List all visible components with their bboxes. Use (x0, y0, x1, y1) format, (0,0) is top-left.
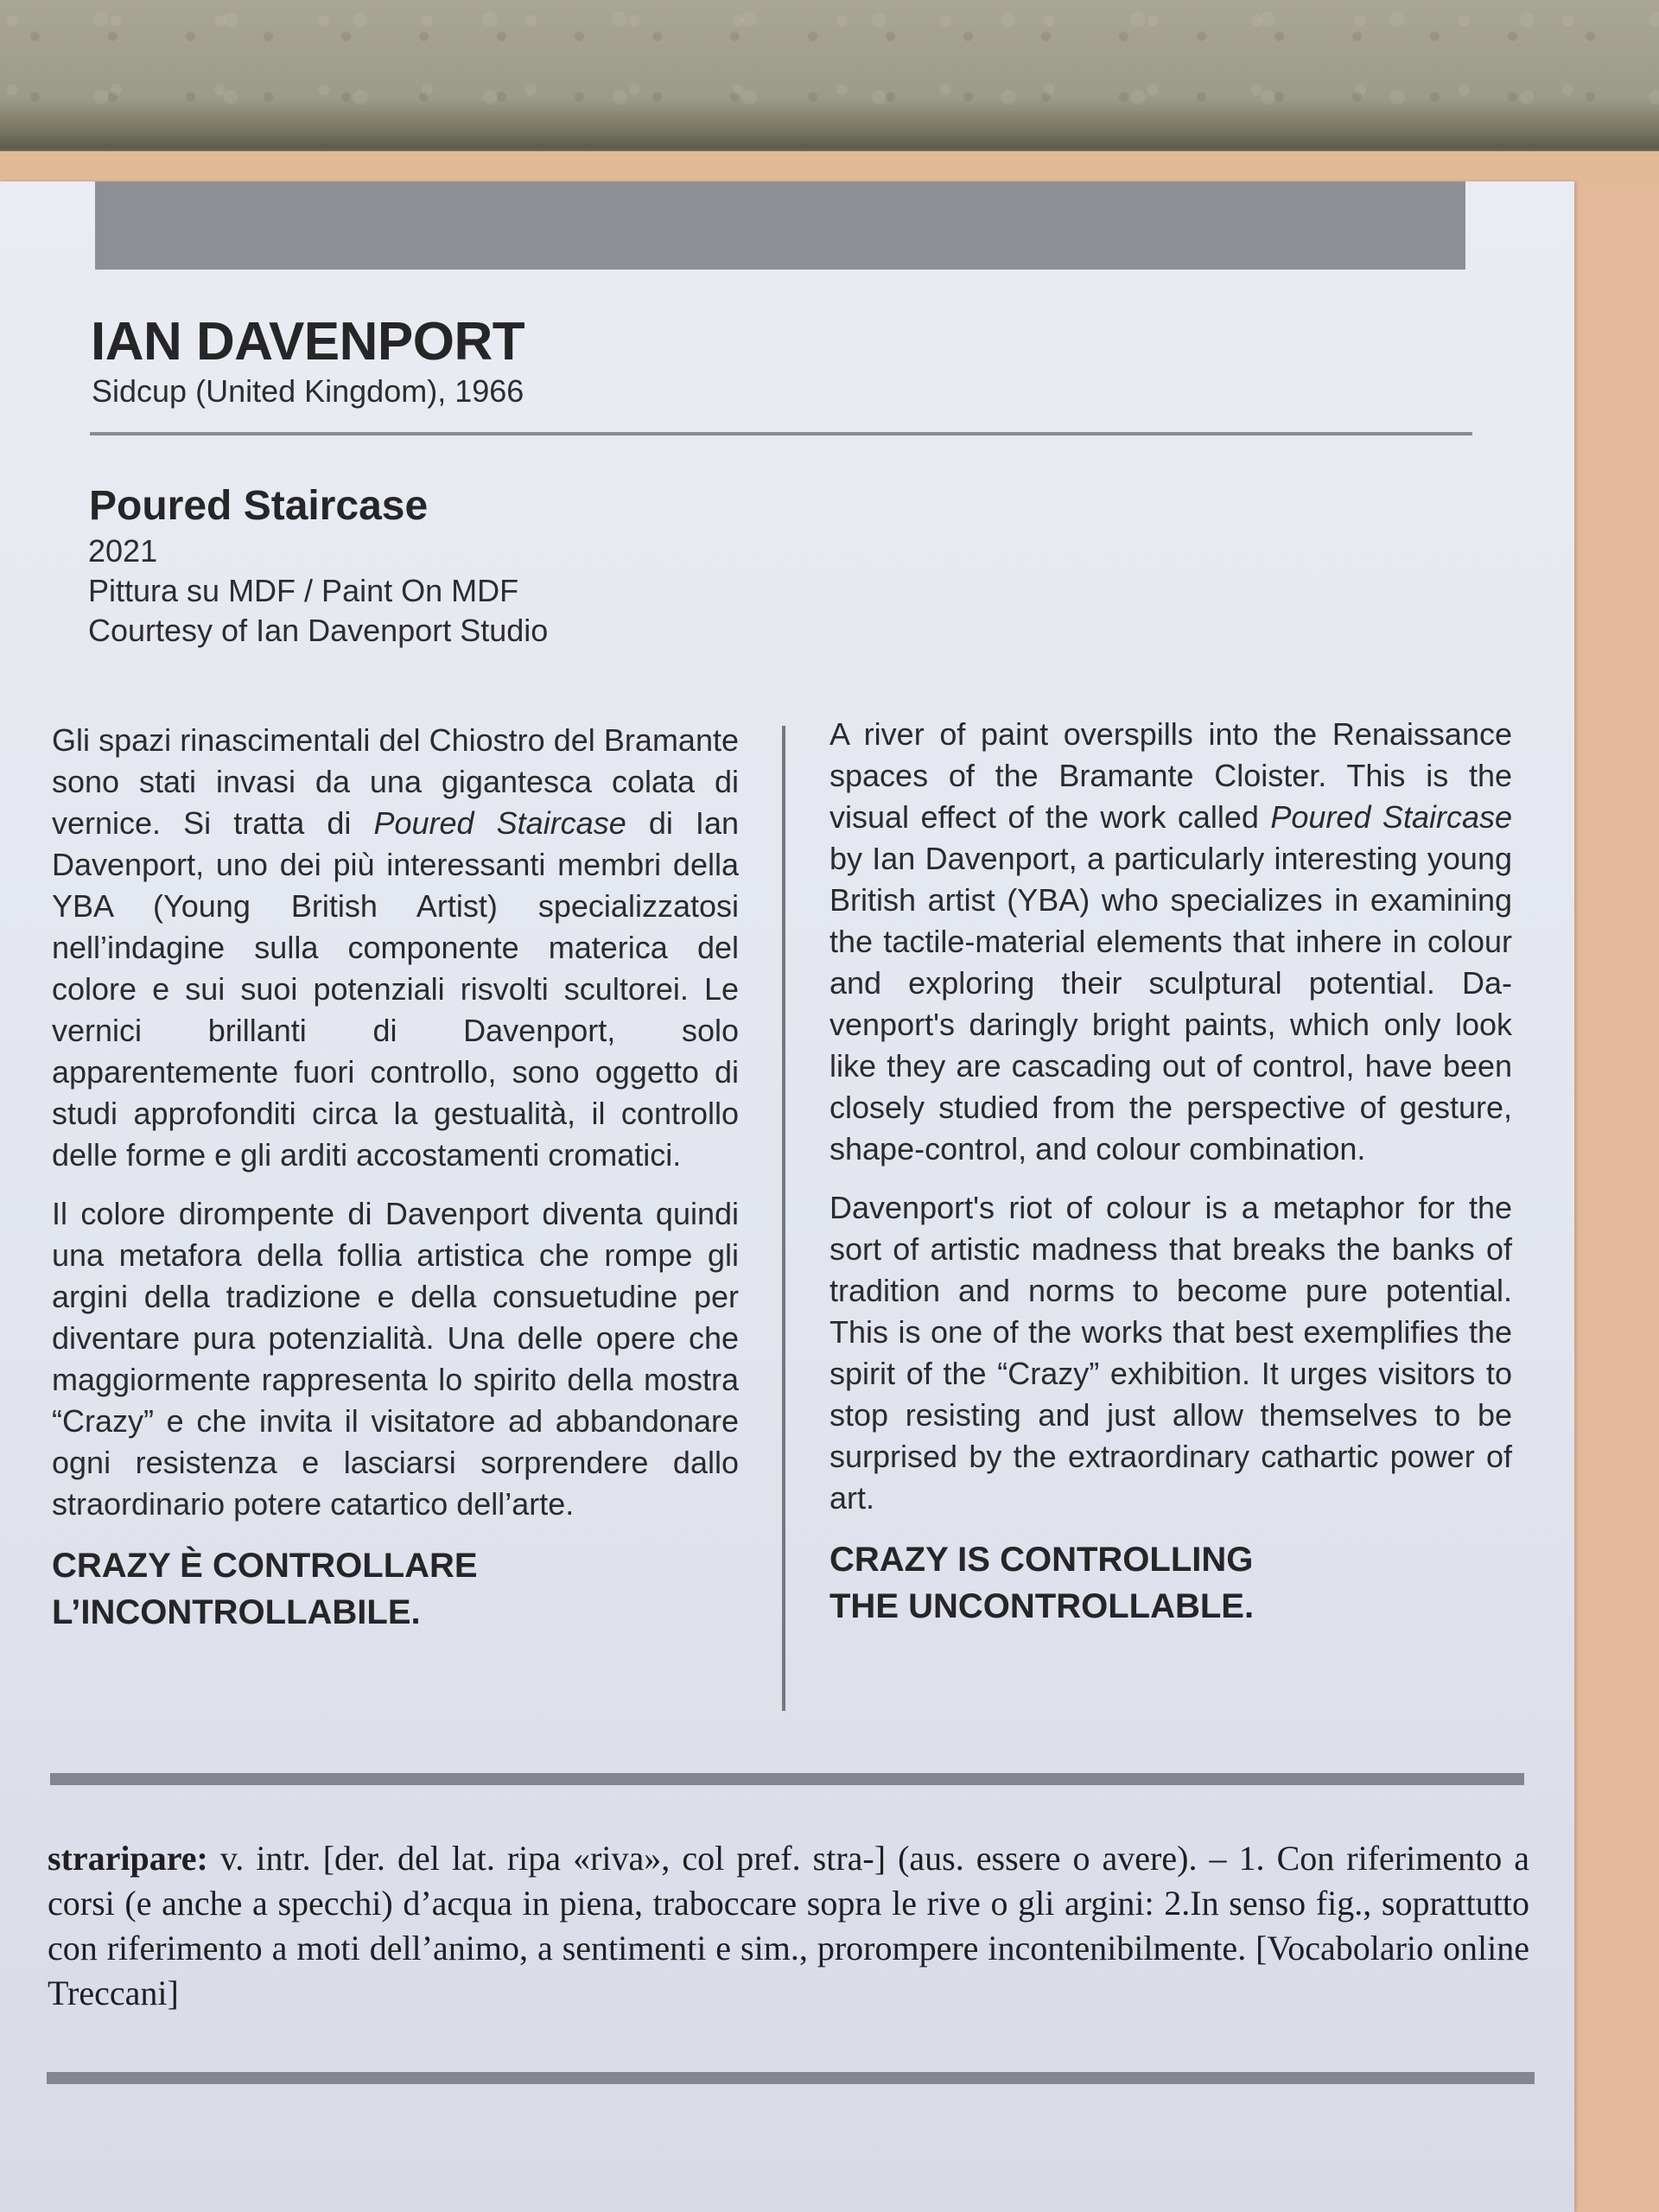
italian-text-column (52, 720, 739, 1636)
italian-paragraph-1: Gli spazi rinascimentali del Chiostro del Bramante sono stati invasi da una gigantesca colata di vernice. Si tratta di Poured Staircase di Ian Davenport, uno dei più interessanti membri della YBA (Young British Artist) specializzatosi nell’indagine sulla componente materica del colore e sui suoi potenziali risvolti scultorei. Le vernici brillanti di Davenport, solo apparentemente fuori controllo, sono oggetto di studi approfonditi circa la gestualità, il controllo delle forme e gli arditi accostamenti cromatici. (52, 722, 739, 1173)
definition-text: v. intr. [der. del lat. ripa «riva», col pref. stra-] (aus. essere o avere). – 1. Con riferimento a corsi (e anche a specchi) d’acqua in piena, traboccare sopra le rive o gli argini: 2.In senso fig., soprattutto con riferimento a moti dell’animo, a sentimenti e sim., prorompere incontenibilmente. [Vocabolario online Treccani] (48, 1839, 1529, 2012)
wall (0, 151, 1659, 186)
english-paragraph-1: A river of paint overspills into the Renaissance spaces of the Bramante Cloister. This is the visual effect of the work called Poured Staircase by Ian Davenport, a particularly interesting young British artist (YBA) who specializes in examining the tactile-material elements that inhere in colour and exploring their sculptural potential. Davenport's daringly bright paints, which only look like they are cascading out of control, have been closely studied from the perspective of gesture, shape-control, and colour combination. (830, 716, 1512, 1166)
column-divider (782, 726, 785, 1711)
stone-ledge (0, 0, 1659, 164)
work-year: 2021 (88, 533, 158, 569)
artist-origin: Sidcup (United Kingdom), 1966 (92, 373, 524, 409)
divider-line (90, 432, 1472, 435)
header-bar (95, 181, 1465, 270)
english-motto: CRAZY IS CONTROLLING THE UNCONTROLLABLE. (830, 1541, 1255, 1625)
work-medium: Pittura su MDF / Paint On MDF (88, 573, 519, 608)
italian-motto: CRAZY È CONTROLLARE L’INCONTROLLABILE. (52, 1547, 478, 1631)
italian-work-title: Poured Staircase (373, 805, 626, 841)
english-work-title: Poured Staircase (1270, 799, 1512, 835)
work-details (88, 531, 548, 651)
work-courtesy: Courtesy of Ian Davenport Studio (88, 613, 549, 648)
thick-divider-top (50, 1773, 1524, 1785)
definition-term: straripare: (48, 1839, 208, 1878)
italian-paragraph-2: Il colore dirompente di Davenport diventa quindi una metafora della follia artistica che rompe gli argini della tradizione e della consuetudine per diventare pura potenzialità. Una delle opere che maggiormente rappresenta lo spirito della mostra “Crazy” e che invita il visitatore ad abbandonare ogni resistenza e lasciarsi sorprendere dallo straordinario potere catartico dell’arte. (52, 1196, 739, 1522)
english-text-column (830, 714, 1512, 1630)
artist-name: IAN DAVENPORT (91, 312, 525, 372)
english-paragraph-2: Davenport's riot of colour is a metaphor for the sort of artistic madness that breaks the banks of tradition and norms to become pure potential. This is one of the works that best exemplifies the spirit of the “Crazy” exhibition. It urges visitors to stop resisting and just allow themselves to be surprised by the extraordinary cathartic power of art. (830, 1190, 1512, 1516)
work-title: Poured Staircase (89, 483, 429, 529)
dictionary-definition (48, 1836, 1529, 2016)
thick-divider-bottom (47, 2072, 1535, 2084)
